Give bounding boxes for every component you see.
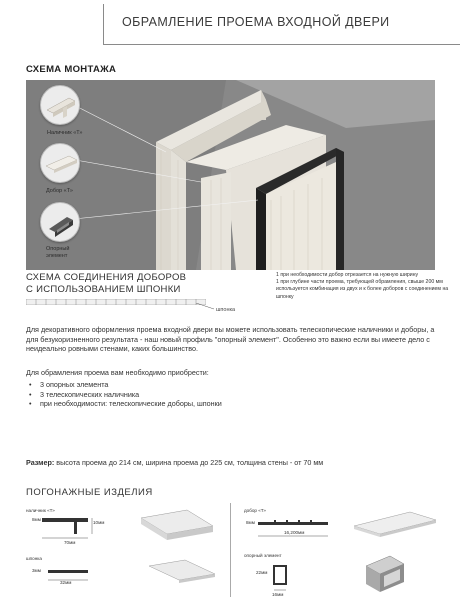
product-shponka-dim-h: 3мм bbox=[32, 568, 41, 573]
note-1: 1 при необходимости добор отрезается на нужную ширину bbox=[276, 272, 419, 278]
callout-opora-label: Опорный элемент bbox=[46, 246, 70, 259]
description-paragraph: Для декоративного оформления проема входной двери вы можете использовать телескопические наличники и доборы, а для безукоризненного результата - наш новый профиль "опорный элемент". Особенно это важно если вы имеете дело с неидеально ровными стенами, каких большинство. bbox=[26, 325, 435, 354]
product-shponka-profile bbox=[26, 562, 106, 590]
notes bbox=[276, 272, 456, 301]
note-2: 1 при глубине части проема, требующей обрамления, свыше 200 мм используется комбинация из двух и к более доборов с соединением на шпонку bbox=[276, 279, 449, 300]
callout-opora-image bbox=[40, 202, 80, 242]
callout-nalichnik-label: Наличник «Т» bbox=[47, 130, 83, 136]
section-title: СХЕМА МОНТАЖА bbox=[26, 64, 117, 75]
list-item: • при необходимости: телескопические доборы, шпонки bbox=[26, 399, 222, 409]
list-item: • 3 опорных элемента bbox=[26, 380, 222, 390]
joint-title-line-1: СХЕМА СОЕДИНЕНИЯ ДОБОРОВ bbox=[26, 272, 187, 283]
product-shponka-3d bbox=[145, 556, 220, 588]
product-shponka-dim-w: 32мм bbox=[60, 580, 72, 585]
product-dobor-3d bbox=[350, 506, 440, 546]
header-rule-vertical bbox=[103, 4, 104, 44]
joint-title bbox=[26, 272, 186, 296]
product-nalichnik-label: наличник «Т» bbox=[26, 508, 55, 513]
purchase-intro: Для обрамления проема вам необходимо приобрести: bbox=[26, 368, 209, 377]
size-info bbox=[26, 458, 323, 467]
product-shponka-label: шпонка bbox=[26, 556, 42, 561]
purchase-list bbox=[26, 380, 222, 409]
product-dobor-dim-h: 8мм bbox=[246, 520, 255, 525]
header-rule-horizontal bbox=[103, 44, 460, 45]
product-opora-profile bbox=[244, 560, 314, 596]
product-nalichnik-3d bbox=[137, 506, 217, 546]
product-nalichnik-dim-w: 70мм bbox=[64, 540, 76, 545]
product-dobor-label: добор «Т» bbox=[244, 508, 266, 513]
product-opora-dim-h: 22мм bbox=[256, 570, 268, 575]
size-label: Размер: bbox=[26, 458, 55, 467]
installation-photo bbox=[26, 80, 435, 270]
product-opora-3d bbox=[360, 552, 420, 596]
veneer-label: шпонка bbox=[216, 307, 236, 313]
product-nalichnik-dim-side: 10мм bbox=[93, 520, 105, 525]
veneer-pointer bbox=[196, 303, 218, 311]
list-item: • 3 телескопических наличника bbox=[26, 390, 222, 400]
product-opora-label: опорный элемент bbox=[244, 553, 282, 558]
callout-dobor-image bbox=[40, 143, 80, 183]
product-nalichnik-dim-h: 8мм bbox=[32, 517, 41, 522]
veneer-strip-drawing bbox=[26, 299, 206, 305]
product-opora-dim-w: 16мм bbox=[272, 592, 284, 597]
products-divider bbox=[230, 503, 231, 597]
product-dobor-dim-w: 16,200мм bbox=[284, 530, 305, 535]
size-text: высота проема до 214 см, ширина проема до 225 см, толщина стены - от 70 мм bbox=[54, 458, 324, 467]
callout-nalichnik-image bbox=[40, 85, 80, 125]
callout-dobor-label: Добор «Т» bbox=[46, 188, 73, 194]
products-title: ПОГОНАЖНЫЕ ИЗДЕЛИЯ bbox=[26, 487, 153, 498]
joint-title-line-2: С ИСПОЛЬЗОВАНИЕМ ШПОНКИ bbox=[26, 284, 181, 295]
page-title: ОБРАМЛЕНИЕ ПРОЕМА ВХОДНОЙ ДВЕРИ bbox=[122, 15, 390, 29]
